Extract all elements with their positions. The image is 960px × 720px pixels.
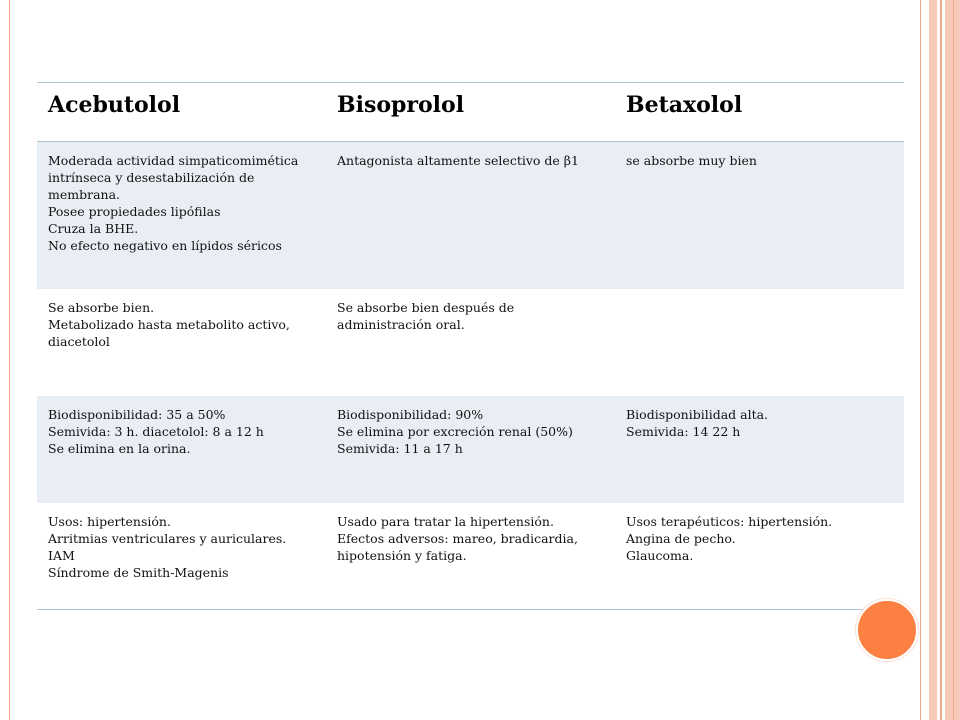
right-decorative-frame: [920, 0, 960, 720]
table-cell: Usado para tratar la hipertensión. Efectos adversos: mareo, bradicardia, hipotensión y fatiga.: [337, 514, 578, 563]
frame-stripe: [929, 0, 937, 720]
table-header-row: [37, 83, 904, 142]
table-cell: Se absorbe bien. Metabolizado hasta metabolito activo, diacetolol: [48, 300, 290, 349]
frame-stripe: [920, 0, 921, 720]
table-cell: [615, 289, 904, 396]
table-row: [37, 142, 904, 289]
table-cell: Moderada actividad simpaticomimética intrínseca y desestabilización de membrana. Posee propiedades lipófilas Cruza la BHE. No efecto negativo en lípidos séricos: [48, 153, 299, 253]
table-cell: Antagonista altamente selectivo de β1: [337, 153, 579, 168]
table-row: [37, 289, 904, 396]
header-betaxolol: Betaxolol: [626, 92, 743, 118]
table-cell: Biodisponibilidad alta. Semivida: 14 22 h: [626, 407, 769, 439]
frame-stripe: [940, 0, 942, 720]
table-cell: Usos terapéuticos: hipertensión. Angina de pecho. Glaucoma.: [626, 514, 833, 563]
table-cell: Biodisponibilidad: 35 a 50% Semivida: 3 h. diacetolol: 8 a 12 h Se elimina en la orina.: [48, 407, 264, 456]
table-cell: Se absorbe bien después de administración oral.: [337, 300, 515, 332]
header-acebutolol: Acebutolol: [48, 92, 181, 118]
table-row: [37, 396, 904, 503]
frame-stripe: [953, 0, 954, 720]
orange-circle-decoration: [856, 599, 918, 661]
header-bisoprolol: Bisoprolol: [337, 92, 465, 118]
table-cell: Biodisponibilidad: 90% Se elimina por excreción renal (50%) Semivida: 11 a 17 h: [337, 407, 573, 456]
drug-comparison-table: [37, 82, 904, 610]
table-cell: Usos: hipertensión. Arritmias ventriculares y auriculares. IAM Síndrome de Smith-Magenis: [48, 514, 287, 580]
table-cell: se absorbe muy bien: [626, 153, 757, 168]
left-frame-line: [9, 0, 10, 720]
table-row: [37, 503, 904, 609]
